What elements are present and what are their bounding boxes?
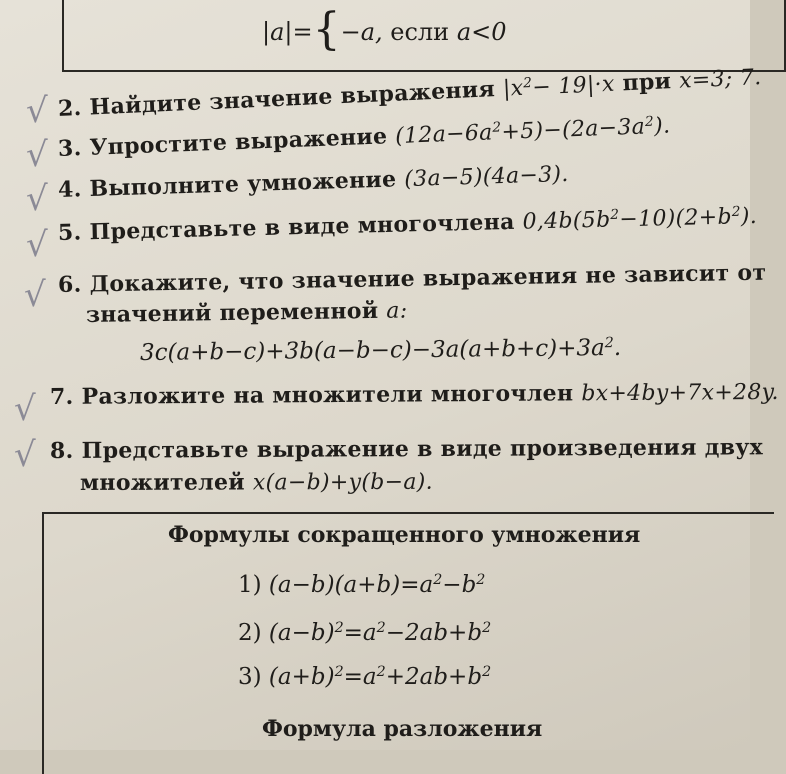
- formula-box-title: Формулы сокращенного умножения: [168, 522, 641, 548]
- check-mark-icon: √: [26, 135, 48, 175]
- definition-case-value: −a,: [340, 18, 383, 46]
- check-mark-icon: √: [26, 91, 48, 131]
- definition-lhs: |a|: [262, 18, 293, 46]
- check-mark-icon: √: [14, 435, 36, 475]
- check-mark-icon: √: [26, 179, 48, 219]
- check-mark-icon: √: [24, 275, 46, 315]
- task-text: Найдите значение выражения: [88, 76, 496, 121]
- task-number: 2.: [57, 94, 83, 122]
- task-3: 3. Упростите выражение $(12a-6a^2+5)-(2a-3a^2)$.: [57, 113, 671, 162]
- brace-icon: {: [312, 4, 341, 55]
- absolute-value-definition: |a|={−a, если a<0: [262, 4, 507, 55]
- definition-case-word: если: [390, 18, 450, 46]
- check-mark-icon: √: [14, 389, 36, 429]
- task-6: 6. Докажите, что значение выражения не зависит от: [57, 259, 767, 298]
- task-2: 2. Найдите значение выражения $|x^2- 19|\cdot x$ при x=3; 7.: [57, 65, 762, 122]
- task-5: 5. Представьте в виде многочлена $0,4b(5b^2-10)(2+b^2)$.: [57, 203, 758, 246]
- task-6-line-2: значений переменной a:: [85, 297, 408, 328]
- task-8: 8. Представьте выражение в виде произведения двух: [49, 434, 764, 464]
- definition-case-tail: a<0: [456, 18, 507, 46]
- formula-2: 2) $(a-b)^2=a^2-2ab+b^2$: [238, 620, 492, 646]
- check-mark-icon: √: [26, 225, 48, 265]
- formula-box-subtitle: Формула разложения: [262, 716, 543, 742]
- formula-1: 1) $(a-b)(a+b)=a^2-b^2$: [238, 572, 486, 598]
- formula-3: 3) $(a+b)^2=a^2+2ab+b^2$: [238, 664, 492, 690]
- task-4: 4. Выполните умножение (3a−5)(4a−3).: [57, 161, 569, 203]
- task-8-line-2: множителей x(a−b)+y(b−a).: [79, 469, 433, 496]
- task-7: 7. Разложите на множители многочлен bx+4by+7x+28y.: [49, 379, 779, 410]
- task-6-formula: $3c(a+b-c)+3b(a-b-c)-3a(a+b+c)+3a^2$.: [139, 334, 622, 366]
